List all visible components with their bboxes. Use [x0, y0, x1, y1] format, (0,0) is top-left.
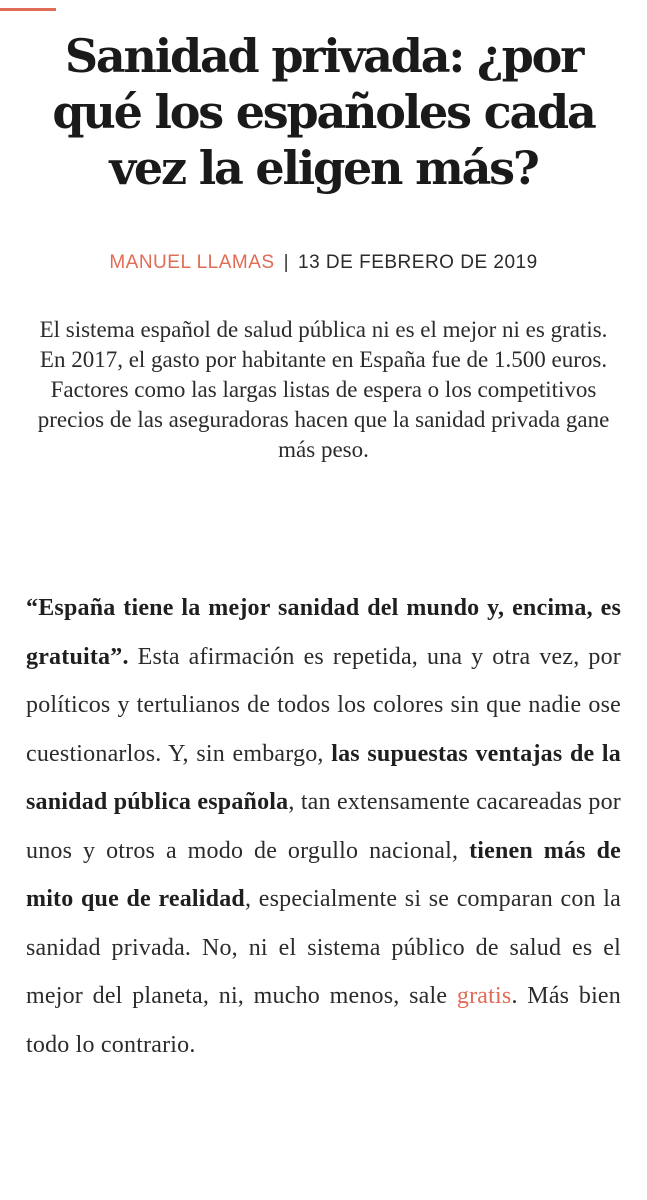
body-quote-bold: “España tiene la mejor sanidad del mundo y, encima, es gratuita”.	[26, 595, 621, 670]
body-bold-2: tienen más de mito que de realidad	[26, 837, 621, 912]
accent-bar	[0, 8, 56, 11]
article-headline: Sanidad privada: ¿por qué los españoles cada vez la eligen más?	[52, 29, 595, 195]
body-text-1: Esta afirmación es repetida, una y otra vez, por políticos y tertulianos de todos los colores sin que nadie ose cuestionarlos. Y, sin embargo,	[26, 643, 621, 767]
byline	[0, 252, 647, 274]
body-text-4: . Más bien todo lo contrario.	[26, 983, 621, 1058]
body-bold-1: las supuestas ventajas de la sanidad pública española	[26, 740, 621, 815]
author-link[interactable]: MANUEL LLAMAS	[109, 252, 275, 273]
article-body-paragraph	[26, 584, 621, 1069]
body-text-3: , especialmente si se comparan con la sanidad privada. No, ni el sistema público de salud es el mejor del planeta, ni, mucho menos, sale	[26, 886, 621, 1009]
body-text-2: , tan extensamente cacareadas por unos y otros a modo de orgullo nacional,	[26, 789, 621, 864]
publish-date: 13 DE FEBRERO DE 2019	[298, 252, 538, 273]
gratis-link[interactable]: gratis	[456, 983, 512, 1009]
article-lead: El sistema español de salud pública ni es el mejor ni es gratis. En 2017, el gasto por habitante en España fue de 1.500 euros. Factores como las largas listas de espera o los competitivos precios de las aseguradoras hacen que la sanidad privada gane más peso.	[37, 317, 610, 462]
byline-separator: |	[283, 252, 290, 273]
